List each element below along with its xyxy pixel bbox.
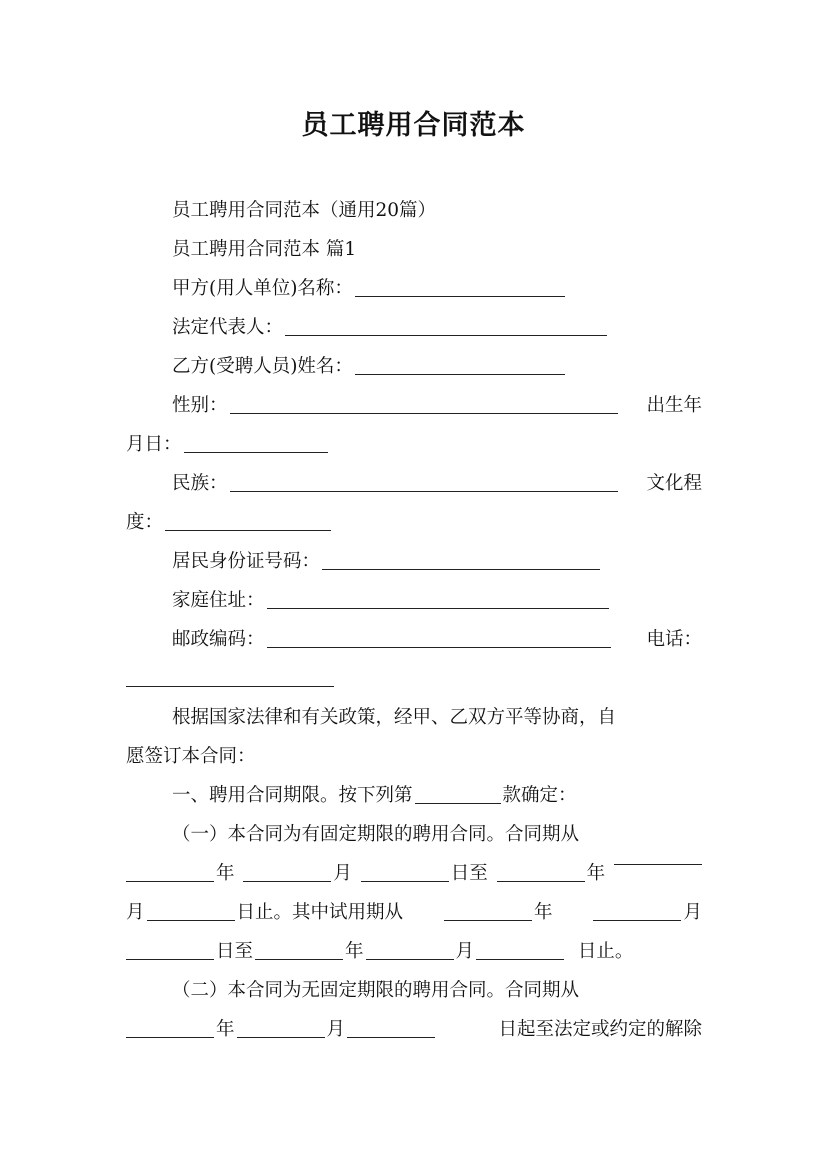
fixed-term-line-3 (126, 900, 702, 926)
id-number-field (126, 549, 748, 575)
section-1-clause-blank[interactable] (415, 803, 501, 804)
education-field (126, 510, 702, 536)
month-label: 月 (683, 902, 702, 923)
year-label: 年 (534, 902, 553, 923)
postcode-label: 邮政编码： (172, 629, 265, 650)
open-term-end-text: 日起至法定或约定的解除 (498, 1019, 702, 1040)
birth-blank[interactable] (184, 452, 328, 453)
start-year-blank[interactable] (126, 881, 214, 882)
gender-label: 性别： (172, 395, 228, 416)
intro-line-2: 愿签订本合同： (126, 746, 256, 767)
id-number-blank[interactable] (322, 569, 600, 570)
legal-rep-blank[interactable] (285, 335, 607, 336)
id-number-label: 居民身份证号码： (172, 551, 321, 572)
education-label-part1: 文化程 (646, 473, 702, 494)
month-label: 月 (455, 941, 475, 962)
day-to-label: 日至 (216, 941, 254, 962)
open-start-day-blank[interactable] (347, 1037, 435, 1038)
open-start-month-blank[interactable] (237, 1037, 325, 1038)
address-label: 家庭住址： (172, 590, 265, 611)
end-month-blank[interactable] (614, 864, 702, 865)
year-label: 年 (216, 1019, 235, 1040)
probation-end-day-blank[interactable] (476, 959, 564, 960)
birth-field (126, 432, 702, 458)
phone-blank[interactable] (126, 686, 334, 687)
open-start-year-blank[interactable] (126, 1037, 214, 1038)
birth-label-part2: 月日： (126, 434, 182, 455)
party-a-blank[interactable] (355, 296, 565, 297)
section-1-text: 一、聘用合同期限。按下列第 (172, 785, 413, 806)
start-month-blank[interactable] (243, 881, 331, 882)
day-end-label: 日止。 (577, 941, 634, 962)
education-label-part2: 度： (126, 512, 164, 533)
postcode-field (126, 627, 702, 653)
probation-end-month-blank[interactable] (366, 959, 454, 960)
month-label: 月 (126, 902, 145, 923)
probation-end-year-blank[interactable] (255, 959, 343, 960)
party-a-field (126, 276, 748, 302)
fixed-term-line-2 (126, 861, 702, 887)
probation-label: 日止。其中试用期从 (236, 902, 404, 923)
year-label: 年 (586, 863, 606, 884)
ethnic-field (126, 471, 702, 497)
start-day-blank[interactable] (361, 881, 449, 882)
party-a-label: 甲方(用人单位)名称： (172, 278, 353, 299)
document-title: 员工聘用合同范本 (301, 110, 526, 141)
month-label: 月 (333, 863, 352, 884)
intro-line-1: 根据国家法律和有关政策，经甲、乙双方平等协商，自 (172, 707, 617, 728)
probation-month-blank[interactable] (593, 920, 681, 921)
address-blank[interactable] (267, 608, 609, 609)
phone-label: 电话： (646, 629, 702, 650)
legal-rep-label: 法定代表人： (172, 317, 284, 338)
year-label: 年 (216, 863, 235, 884)
section-heading: 员工聘用合同范本 篇1 (172, 239, 357, 260)
section-1-text-end: 款确定： (502, 785, 577, 806)
open-term-line-2 (126, 1017, 702, 1043)
end-year-blank[interactable] (497, 881, 585, 882)
birth-label-part1: 出生年 (646, 395, 702, 416)
party-b-label: 乙方(受聘人员)姓名： (172, 356, 353, 377)
legal-rep-field (126, 315, 748, 341)
party-b-field (126, 354, 748, 380)
gender-blank[interactable] (230, 413, 618, 414)
month-label: 月 (326, 1019, 346, 1040)
section-1-heading (126, 783, 748, 809)
probation-year-blank[interactable] (444, 920, 532, 921)
subtitle-line: 员工聘用合同范本（通用20篇） (172, 200, 437, 221)
probation-day-blank[interactable] (126, 959, 214, 960)
phone-field (126, 666, 702, 692)
ethnic-blank[interactable] (230, 491, 618, 492)
address-field (126, 588, 748, 614)
party-b-blank[interactable] (355, 374, 565, 375)
year-label: 年 (345, 941, 364, 962)
fixed-term-line-4 (126, 939, 702, 965)
gender-field (126, 393, 702, 419)
day-to-label: 日至 (450, 863, 488, 884)
end-day-blank[interactable] (147, 920, 235, 921)
open-term-line-1: （二）本合同为无固定期限的聘用合同。合同期从 (172, 980, 580, 1001)
postcode-blank[interactable] (267, 647, 611, 648)
ethnic-label: 民族： (172, 473, 228, 494)
fixed-term-line-1: （一）本合同为有固定期限的聘用合同。合同期从 (172, 824, 580, 845)
education-blank[interactable] (165, 530, 331, 531)
